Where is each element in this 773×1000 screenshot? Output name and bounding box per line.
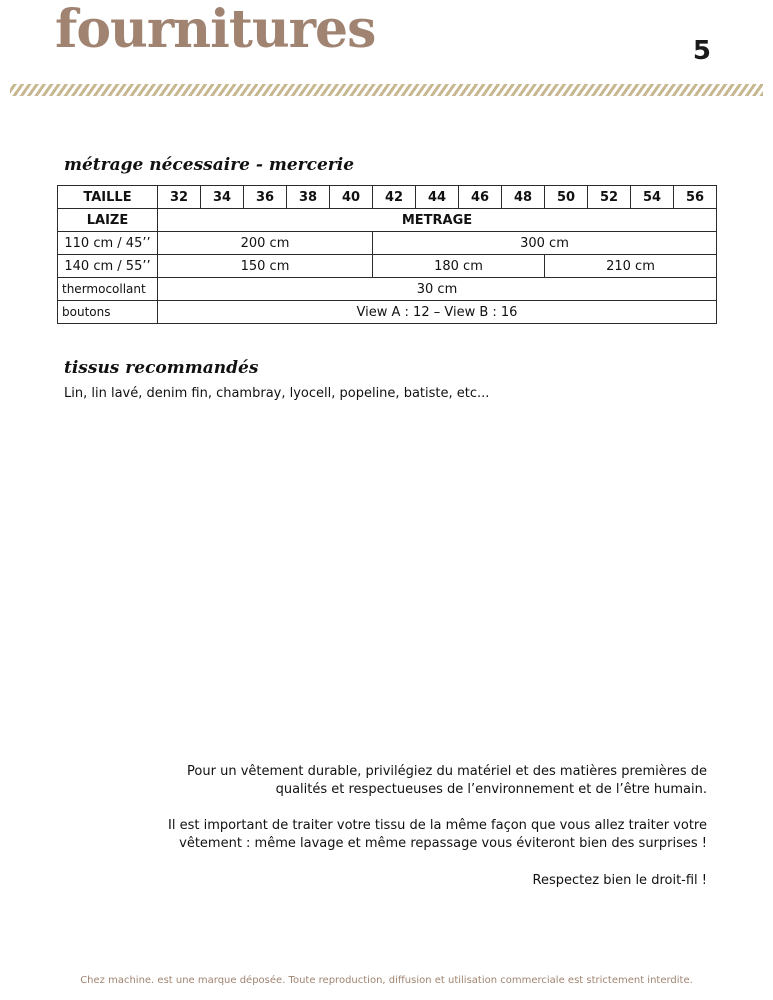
size-cell: 38 bbox=[287, 186, 330, 209]
table-row bbox=[58, 301, 717, 324]
size-cell: 32 bbox=[158, 186, 201, 209]
table-cell: 180 cm bbox=[373, 255, 545, 278]
row-label: boutons bbox=[58, 301, 158, 324]
decorative-stripe bbox=[10, 84, 763, 96]
size-header: TAILLE bbox=[58, 186, 158, 209]
table-row bbox=[58, 232, 717, 255]
table-row bbox=[58, 278, 717, 301]
advice-line: Il est important de traiter votre tissu de la même façon que vous allez traiter votre bbox=[168, 818, 707, 833]
size-cell: 36 bbox=[244, 186, 287, 209]
section-title-metrage: métrage nécessaire - mercerie bbox=[64, 155, 355, 175]
size-cell: 56 bbox=[674, 186, 717, 209]
recommended-fabrics-text: Lin, lin lavé, denim fin, chambray, lyocell, popeline, batiste, etc... bbox=[64, 386, 490, 401]
advice-paragraph-1 bbox=[107, 763, 707, 799]
metrage-header: METRAGE bbox=[158, 209, 717, 232]
size-cell: 34 bbox=[201, 186, 244, 209]
table-cell: 300 cm bbox=[373, 232, 717, 255]
metrage-table bbox=[57, 185, 717, 324]
size-cell: 42 bbox=[373, 186, 416, 209]
size-cell: 44 bbox=[416, 186, 459, 209]
table-row-laize bbox=[58, 209, 717, 232]
table-row-sizes bbox=[58, 186, 717, 209]
advice-paragraph-3 bbox=[107, 872, 707, 890]
advice-paragraph-2 bbox=[107, 817, 707, 853]
advice-line: Respectez bien le droit-fil ! bbox=[532, 873, 707, 888]
advice-line: vêtement : même lavage et même repassage vous éviteront bien des surprises ! bbox=[179, 836, 707, 851]
table-cell: 210 cm bbox=[545, 255, 717, 278]
table-cell: View A : 12 – View B : 16 bbox=[158, 301, 717, 324]
footer-legal-notice: Chez machine. est une marque déposée. Toute reproduction, diffusion et utilisation commerciale est strictement interdite. bbox=[80, 975, 693, 986]
page-title: fournitures bbox=[55, 0, 376, 60]
section-title-tissus: tissus recommandés bbox=[64, 358, 259, 378]
row-label: 110 cm / 45’’ bbox=[58, 232, 158, 255]
table-cell: 200 cm bbox=[158, 232, 373, 255]
size-cell: 40 bbox=[330, 186, 373, 209]
row-label: 140 cm / 55’’ bbox=[58, 255, 158, 278]
size-cell: 50 bbox=[545, 186, 588, 209]
size-cell: 52 bbox=[588, 186, 631, 209]
size-cell: 54 bbox=[631, 186, 674, 209]
size-cell: 46 bbox=[459, 186, 502, 209]
row-label: thermocollant bbox=[58, 278, 158, 301]
size-cell: 48 bbox=[502, 186, 545, 209]
advice-line: qualités et respectueuses de l’environnement et de l’être humain. bbox=[275, 782, 707, 797]
table-row bbox=[58, 255, 717, 278]
table-cell: 150 cm bbox=[158, 255, 373, 278]
table-cell: 30 cm bbox=[158, 278, 717, 301]
advice-line: Pour un vêtement durable, privilégiez du matériel et des matières premières de bbox=[187, 764, 707, 779]
page-number: 5 bbox=[692, 36, 711, 66]
laize-header: LAIZE bbox=[58, 209, 158, 232]
